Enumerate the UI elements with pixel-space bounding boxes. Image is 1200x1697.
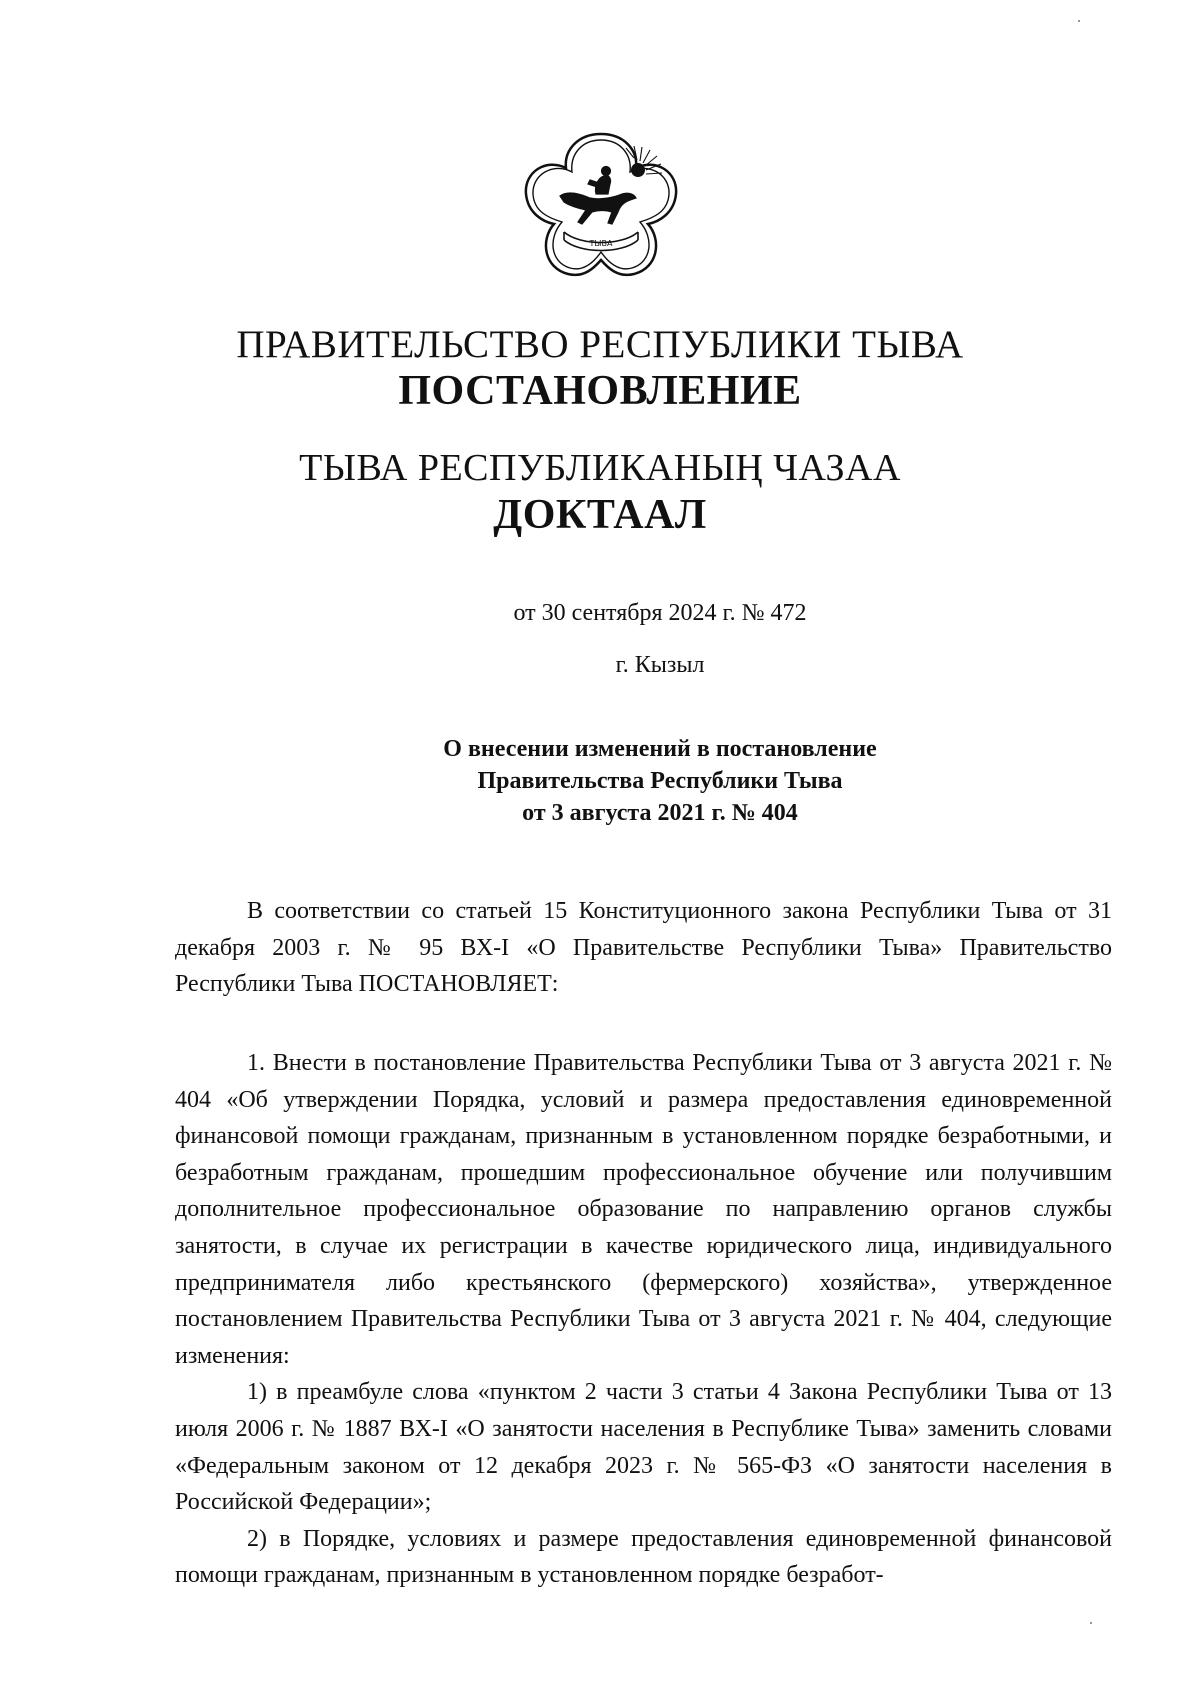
subject-line-1: О внесении изменений в постановление bbox=[443, 736, 877, 762]
subitem-1-paragraph: 1) в преамбуле слова «пунктом 2 части 3 статьи 4 Закона Республики Тыва от 13 июля 2006 г. № 1887 ВХ-I «О занятости населения в Республике Тыва» заменить словами «Федеральным законом от 12 декабря 2023 г. № 565-ФЗ «О занятости населения в Российской Федерации»; bbox=[175, 1379, 1112, 1516]
decree-subject bbox=[60, 733, 1200, 829]
subject-line-2: Правительства Республики Тыва bbox=[477, 768, 843, 794]
scan-speck bbox=[1090, 1622, 1092, 1624]
decree-title-ru: ПОСТАНОВЛЕНИЕ bbox=[398, 368, 802, 414]
subject-line-3: от 3 августа 2021 г. № 404 bbox=[522, 800, 798, 826]
scan-speck bbox=[1078, 20, 1080, 22]
subitem-2-paragraph: 2) в Порядке, условиях и размере предоставления единовременной финансовой помощи гражданам, признанным в установленном порядке безработ- bbox=[175, 1525, 1112, 1589]
government-title-tv: ТЫВА РЕСПУБЛИКАНЫҢ ЧАЗАА bbox=[299, 447, 901, 489]
government-title-ru: ПРАВИТЕЛЬСТВО РЕСПУБЛИКИ ТЫВА bbox=[236, 323, 964, 366]
decree-title-tv: ДОКТААЛ bbox=[493, 492, 707, 538]
decree-body bbox=[175, 1045, 1112, 1594]
decree-city: г. Кызыл bbox=[615, 652, 705, 678]
emblem-text: ТЫВА bbox=[589, 239, 613, 248]
tuva-emblem-icon bbox=[520, 128, 682, 286]
item-1-paragraph: 1. Внести в постановление Правительства Республики Тыва от 3 августа 2021 г. № 404 «Об утверждении Порядка, условий и размера предоставления единовременной финансовой помощи гражданам, признанным в установленном порядке безработными, и безработным гражданам, прошедшим профессиональное обучение или получившим дополнительное профессиональное образование по направлению органов службы занятости, в случае их регистрации в качестве юридического лица, индивидуального предпринимателя либо крестьянского (фермерского) хозяйства», утвержденное постановлением Правительства Республики Тыва от 3 августа 2021 г. № 404, следующие изменения: bbox=[175, 1050, 1112, 1369]
preamble-paragraph: В соответствии со статьей 15 Конституционного закона Республики Тыва от 31 декабря 2003 г. № 95 ВХ-I «О Правительстве Республики Тыва» Правительство Республики Тыва ПОСТАНОВЛЯЕТ: bbox=[175, 898, 1112, 998]
decree-date-number: от 30 сентября 2024 г. № 472 bbox=[513, 600, 807, 626]
preamble bbox=[175, 893, 1112, 1003]
